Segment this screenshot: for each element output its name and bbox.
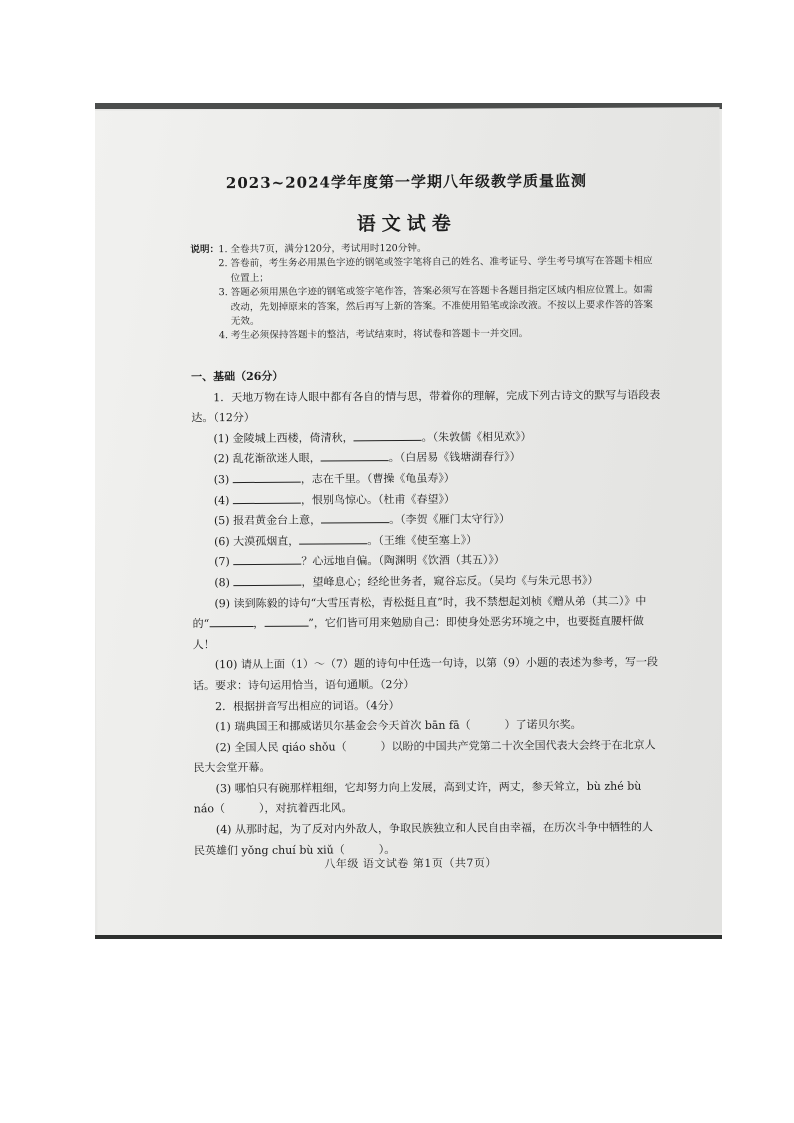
instruction-text: 考生必须保持答题卡的整洁，考试结束时，将试卷和答题卡一并交回。 bbox=[230, 328, 529, 342]
instruction-number: 1. bbox=[218, 244, 228, 256]
pinyin-item bbox=[193, 735, 663, 779]
dictation-line bbox=[192, 529, 662, 552]
pinyin-item bbox=[193, 715, 663, 738]
dictation-suffix: ，恨别鸟惊心。（杜甫《春望》） bbox=[300, 492, 455, 507]
answer-blank[interactable] bbox=[233, 552, 301, 565]
q9-text-part2: ”，它们皆可用来勉励自己：即使身处恶劣环境之中，也要挺直腰杆做人！ bbox=[192, 614, 644, 652]
dictation-suffix: ，望峰息心；经纶世务者，窥谷忘反。（吴均《与朱元思书》） bbox=[301, 573, 599, 589]
dictation-suffix: 。（王维《使至塞上》） bbox=[367, 533, 478, 548]
dictation-line bbox=[192, 570, 662, 593]
dictation-suffix: ，志在千里。（曹操《龟虽寿》） bbox=[300, 471, 455, 486]
instruction-item bbox=[219, 327, 661, 344]
photo-bottom-edge bbox=[95, 935, 722, 939]
exam-paper-sheet bbox=[95, 107, 722, 937]
pinyin-suffix: ）。 bbox=[378, 842, 396, 856]
answer-blank[interactable] bbox=[299, 531, 367, 544]
dictation-prefix: (7) bbox=[214, 555, 234, 569]
question-1-stem: 1．天地万物在诗人眼中都有各自的情与思，带着你的理解，完成下列古诗文的默写与语段表达。（12分） bbox=[191, 388, 661, 425]
dictation-suffix: 。（朱敦儒《相见欢》） bbox=[421, 430, 532, 444]
instructions-block bbox=[190, 240, 661, 344]
pinyin-suffix: ）了诺贝尔奖。 bbox=[504, 718, 582, 732]
dictation-prefix: (5) 报君黄金台上意， bbox=[213, 513, 322, 528]
page-footer: 八年级 语文试卷 第1页（共7页） bbox=[324, 856, 497, 871]
pinyin-prefix: (3) 哪怕只有碗那样粗细，它却努力向上发展，高到丈许，两丈，参天耸立，bù zhé bù náo（ bbox=[193, 779, 642, 816]
answer-blank[interactable] bbox=[264, 614, 308, 627]
instruction-item bbox=[219, 284, 661, 330]
section-basics bbox=[191, 364, 664, 861]
pinyin-suffix: ），对抗着西北风。 bbox=[258, 801, 353, 816]
dictation-line bbox=[192, 488, 662, 511]
answer-blank[interactable] bbox=[321, 510, 389, 523]
pinyin-suffix: ）以盼的中国共产党第二十次全国代表大会终于在北京人民大会堂开幕。 bbox=[193, 738, 656, 775]
question-1-10: (10) 请从上面（1）～（7）题的诗句中任选一句诗，以第（9）小题的表述为参考，写一段话。要求：诗句运用恰当，语句通顺。（2分） bbox=[192, 655, 658, 693]
dictation-prefix: (4) bbox=[213, 493, 233, 507]
pinyin-prefix: (4) 从那时起，为了反对内外敌人，争取民族独立和人民自由幸福，在历次斗争中牺牲的人民英雄们 yǒng chuí bù xiǔ（ bbox=[193, 820, 653, 857]
dictation-suffix: ？心远地自偏。（陶渊明《饮酒（其五）》） bbox=[301, 553, 505, 568]
instructions-head: 说明： bbox=[190, 244, 220, 256]
answer-blank[interactable] bbox=[233, 470, 301, 483]
pinyin-item bbox=[194, 776, 664, 820]
dictation-suffix: 。（白居易《钱塘湖春行》） bbox=[388, 450, 521, 465]
answer-blank[interactable] bbox=[233, 490, 301, 503]
exam-title: 2023~2024学年度第一学期八年级教学质量监测 bbox=[225, 171, 588, 193]
answer-blank[interactable] bbox=[209, 614, 253, 627]
answer-blank[interactable] bbox=[321, 448, 389, 461]
instruction-item bbox=[218, 255, 660, 287]
dictation-prefix: (3) bbox=[213, 473, 233, 487]
dictation-line bbox=[192, 550, 662, 573]
exam-subject: 语文试卷 bbox=[356, 212, 457, 236]
scanned-photo bbox=[95, 103, 722, 939]
instruction-number: 3. bbox=[218, 287, 228, 299]
answer-blank[interactable] bbox=[354, 428, 422, 441]
instruction-number: 2. bbox=[218, 258, 228, 270]
instruction-text: 全卷共7页，满分120分，考试用时120分钟。 bbox=[230, 242, 427, 256]
section-heading: 一、基础（26分） bbox=[191, 369, 284, 384]
dictation-line bbox=[191, 426, 661, 449]
q9-comma: ， bbox=[253, 617, 265, 631]
pinyin-prefix: (2) 全国人民 qiáo shǒu（ bbox=[215, 740, 347, 754]
dictation-line bbox=[192, 447, 662, 470]
dictation-prefix: (8) bbox=[214, 576, 234, 590]
instruction-number: 4. bbox=[218, 330, 229, 342]
answer-blank[interactable] bbox=[233, 573, 301, 586]
q9-text-part1: (9) 读到陈毅的诗句“大雪压青松，青松挺且直”时，我不禁想起刘桢《赠从弟（其二）》中的“ bbox=[192, 594, 647, 631]
question-2-stem: 2．根据拼音写出相应的词语。（4分） bbox=[215, 698, 400, 713]
dictation-prefix: (6) 大漠孤烟直， bbox=[214, 534, 300, 548]
instruction-text: 答卷前，考生务必用黑色字迹的钢笔或签字笔将自己的姓名、准考证号、学生考号填写在答题卡相应位置上； bbox=[230, 255, 653, 284]
instruction-text: 答题必须用黑色字迹的钢笔或签字笔作答，答案必须写在答题卡各题目指定区域内相应位置上。如需改动，先划掉原来的答案，然后再写上新的答案。不准使用铅笔或涂改液。不按以上要求作答的答案无效。 bbox=[230, 284, 653, 328]
pinyin-prefix: (1) 瑞典国王和挪威诺贝尔基金会今天首次 bān fā（ bbox=[215, 718, 471, 734]
dictation-suffix: 。（李贺《雁门太守行》） bbox=[389, 512, 511, 527]
dictation-prefix: (1) 金陵城上西楼，倚清秋， bbox=[213, 431, 354, 445]
question-1-9 bbox=[192, 591, 662, 656]
dictation-line bbox=[192, 467, 662, 490]
dictation-prefix: (2) 乱花渐欲迷人眼， bbox=[213, 451, 321, 466]
dictation-line bbox=[192, 509, 662, 532]
